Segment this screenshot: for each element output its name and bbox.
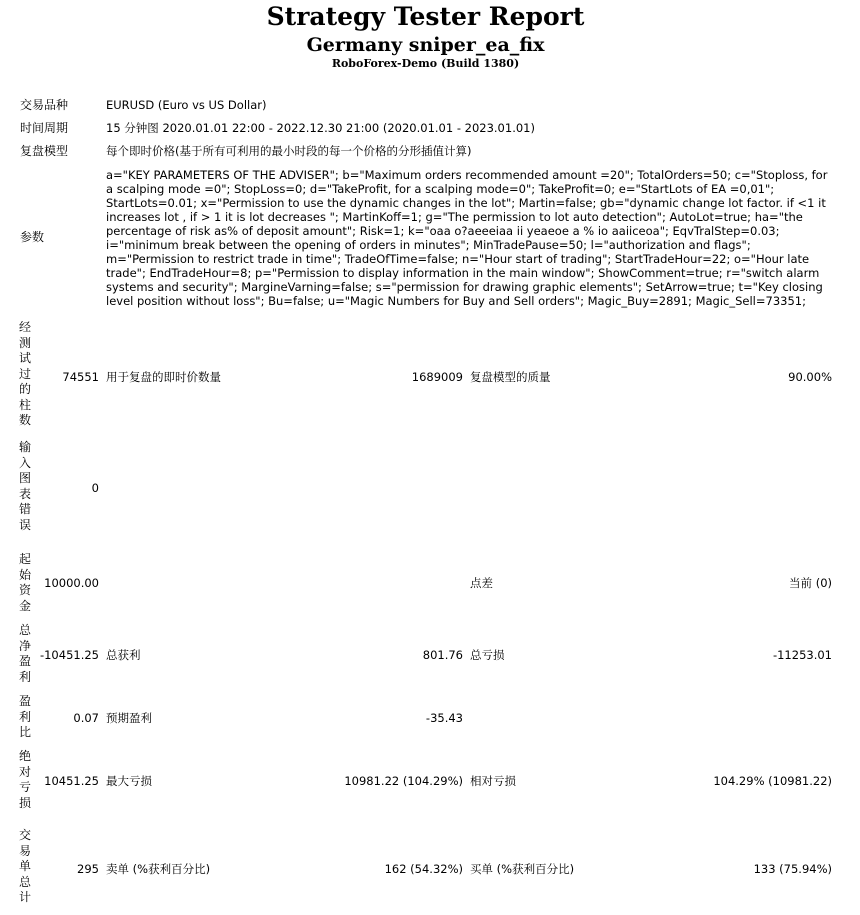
maximal-drawdown-value: 10981.22 (104.29%) [344,774,463,788]
absolute-drawdown-value: 10451.25 [44,774,99,788]
ticks-modelled-value: 1689009 [411,370,463,384]
initial-deposit-value: 10000.00 [44,576,99,590]
expert-name: Germany sniper_ea_fix [306,34,545,56]
symbol-value: EURUSD (Euro vs US Dollar) [106,98,267,112]
net-profit-label: 总净盈利 [19,623,32,684]
modelling-quality-value: 90.00% [788,370,832,384]
spread-label: 点差 [470,576,493,590]
short-positions-value: 162 (54.32%) [384,862,463,876]
period-value: 15 分钟图 2020.01.01 22:00 - 2022.12.30 21:00 (2020.01.01 - 2023.01.01) [106,121,535,135]
params-value: a="KEY PARAMETERS OF THE ADVISER"; b="Maximum orders recommended amount =20"; TotalOrders=50; c="Stoploss, for a scalping mode =0"; StopLoss=0; d="TakeProfit, for a scalping mode=0"; TakeProfit=0; e="StartLots of EA =0,01"; StartLots=0.01; x="Permission to use the dynamic changes in the lot"; Martin=false; gb="dynamic change lot factor. if <1 it increases lot , if > 1 it is lot decreases "; MartinKoff=1; g="The permission to lot auto detection"; AutoLot=true; ha="the percentage of risk as% of deposit amount"; Risk=1; k="oaa o?aeeeiaa ii yeaeoe a % io aaiiceoa"; EqvTralStep=0.03; i="minimum break between the opening of orders in minutes"; MinTradePause=50; l="authorization and flags"; m="Permission to restrict trade in time"; TradeOfTime=false; n="Hour start of trading"; StartTradeHour=22; o="Hour late trade"; EndTradeHour=8; p="Permission to display information in the main window"; ShowComment=true; r="switch alarm systems and security"; MargineVarning=false; s="permission for drawing graphic elements"; SetArrow=true; t="Key closing level position without loss"; Bu=false; u="Magic Numbers for Buy and Sell orders"; Magic_Buy=2891; Magic_Sell=73351; [106,168,828,308]
modelling-quality-label: 复盘模型的质量 [470,370,551,384]
total-trades-value: 295 [77,862,99,876]
chart-errors-label: 输入图表错误 [19,440,32,532]
expected-payoff-value: -35.43 [425,711,463,725]
profit-factor-label: 盈利比 [19,694,32,739]
period-label: 时间周期 [20,121,69,135]
spread-value: 当前 (0) [789,576,832,590]
expected-payoff-label: 预期盈利 [106,711,152,725]
gross-loss-value: -11253.01 [772,648,832,662]
model-value: 每个即时价格(基于所有可利用的最小时段的每一个价格的分形插值计算) [106,144,472,158]
report-title: Strategy Tester Report [266,2,585,31]
short-positions-label: 卖单 (%获利百分比) [106,862,211,876]
maximal-drawdown-label: 最大亏损 [106,774,152,788]
profit-factor-value: 0.07 [73,711,99,725]
long-positions-value: 133 (75.94%) [753,862,832,876]
model-label: 复盘模型 [20,144,69,158]
gross-profit-label: 总获利 [106,648,141,662]
params-label: 参数 [20,230,45,244]
relative-drawdown-value: 104.29% (10981.22) [713,774,832,788]
gross-profit-value: 801.76 [422,648,463,662]
absolute-drawdown-label: 绝对亏损 [19,749,32,810]
server-info: RoboForex-Demo (Build 1380) [331,57,520,70]
ticks-modelled-label: 用于复盘的即时价数量 [106,370,221,384]
long-positions-label: 买单 (%获利百分比) [470,862,575,876]
bars-tested-label: 经测试过的柱数 [19,320,32,427]
chart-errors-value: 0 [91,481,99,495]
gross-loss-label: 总亏损 [470,648,505,662]
bars-tested-value: 74551 [62,370,99,384]
initial-deposit-label: 起始资金 [19,552,32,613]
total-trades-label: 交易单总计 [19,828,32,904]
net-profit-value: -10451.25 [39,648,99,662]
relative-drawdown-label: 相对亏损 [470,774,516,788]
symbol-label: 交易品种 [20,98,69,112]
